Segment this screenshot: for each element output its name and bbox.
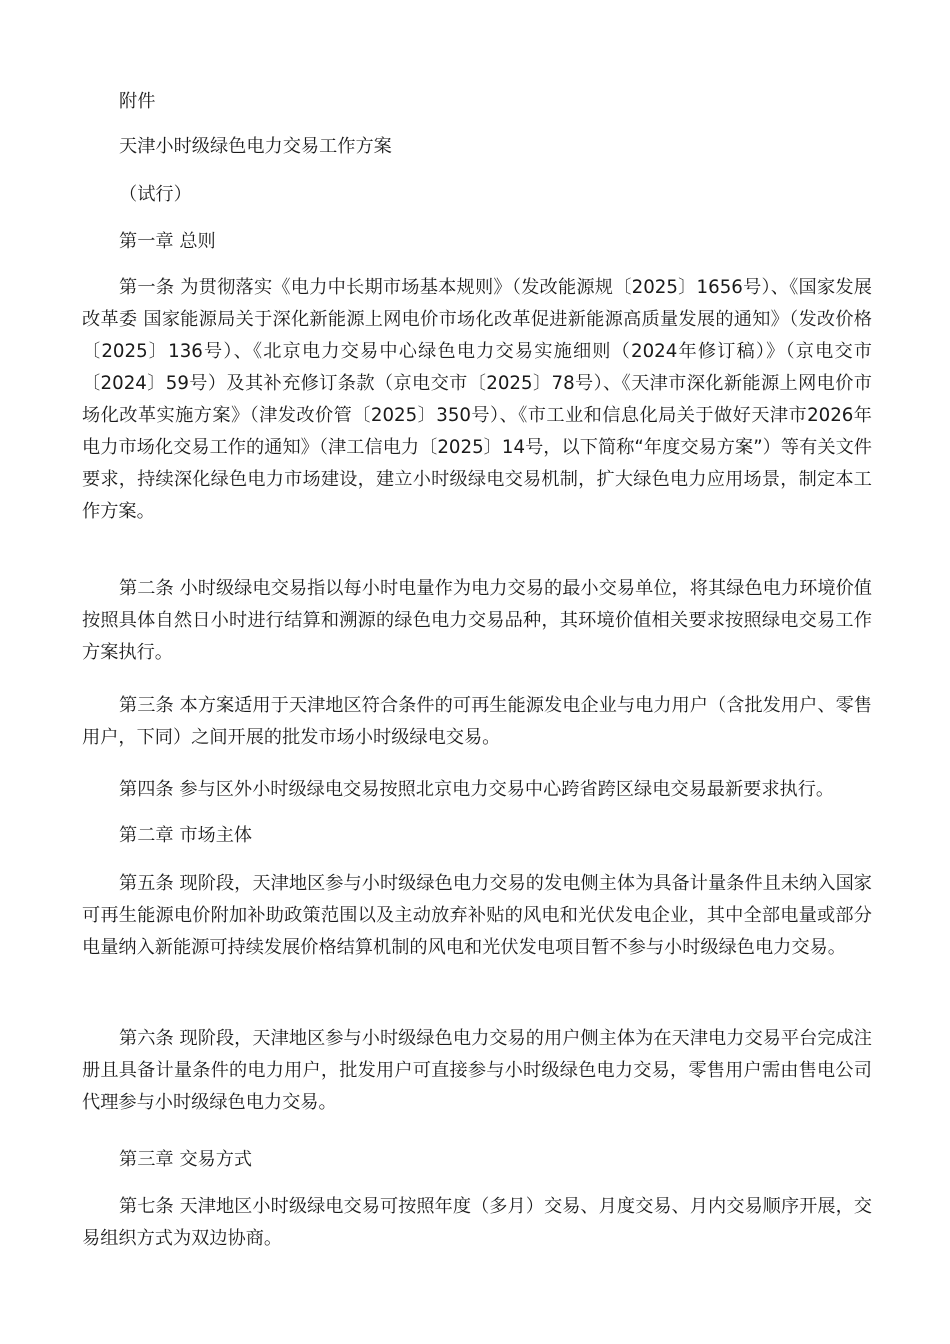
article-6: 第六条 现阶段，天津地区参与小时级绿色电力交易的用户侧主体为在天津电力交易平台完成注册且具备计量条件的电力用户，批发用户可直接参与小时级绿色电力交易，零售用户需由售电公司代理参与小时级绿色电力交易。	[82, 1028, 872, 1113]
attachment-label: 附件	[119, 91, 156, 112]
article-5: 第五条 现阶段，天津地区参与小时级绿色电力交易的发电侧主体为具备计量条件且未纳入国家可再生能源电价附加补助政策范围以及主动放弃补贴的风电和光伏发电企业，其中全部电量或部分电量纳入新能源可持续发展价格结算机制的风电和光伏发电项目暂不参与小时级绿色电力交易。	[82, 873, 872, 958]
chapter-heading-3: 第三章 交易方式	[119, 1149, 253, 1170]
chapter-heading-1: 第一章 总则	[119, 231, 216, 252]
document-title: 天津小时级绿色电力交易工作方案	[119, 136, 392, 157]
article-4: 第四条 参与区外小时级绿电交易按照北京电力交易中心跨省跨区绿电交易最新要求执行。	[119, 779, 835, 800]
document-subtitle: （试行）	[119, 184, 192, 205]
article-2: 第二条 小时级绿电交易指以每小时电量作为电力交易的最小交易单位，将其绿色电力环境价值按照具体自然日小时进行结算和溯源的绿色电力交易品种，其环境价值相关要求按照绿电交易工作方案执行。	[82, 578, 872, 663]
chapter-heading-2: 第二章 市场主体	[119, 825, 253, 846]
article-1: 第一条 为贯彻落实《电力中长期市场基本规则》（发改能源规〔2025〕1656号）、《国家发展改革委 国家能源局关于深化新能源上网电价市场化改革促进新能源高质量发展的通知》（发改价格〔2025〕136号）、《北京电力交易中心绿色电力交易实施细则（2024年修订稿）》（京电交市〔2024〕59号）及其补充修订条款（京电交市〔2025〕78号）、《天津市深化新能源上网电价市场化改革实施方案》（津发改价管〔2025〕350号）、《市工业和信息化局关于做好天津市2026年电力市场化交易工作的通知》（津工信电力〔2025〕14号，以下简称“年度交易方案”）等有关文件要求，持续深化绿色电力市场建设，建立小时级绿电交易机制，扩大绿色电力应用场景，制定本工作方案。	[82, 277, 872, 522]
article-7: 第七条 天津地区小时级绿电交易可按照年度（多月）交易、月度交易、月内交易顺序开展，交易组织方式为双边协商。	[82, 1196, 872, 1249]
article-3: 第三条 本方案适用于天津地区符合条件的可再生能源发电企业与电力用户（含批发用户、零售用户，下同）之间开展的批发市场小时级绿电交易。	[82, 695, 872, 748]
